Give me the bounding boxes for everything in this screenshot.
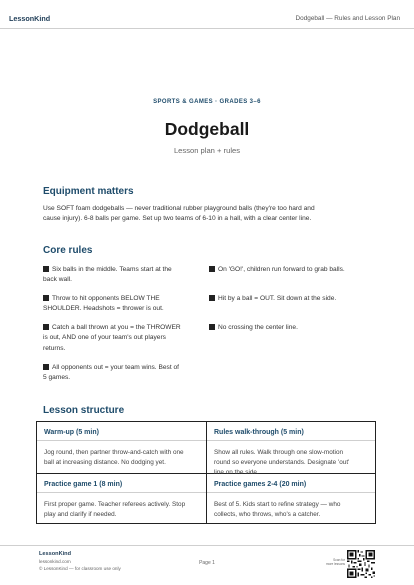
lesson-cell-line: collects, who throws, who's a catcher. [214,511,321,519]
footer-site-link[interactable]: lessonkind.com [39,559,71,564]
rule-text-line: Throw to hit opponents BELOW THE [52,295,160,302]
scan-label-line: Scan for [333,558,345,562]
cell-divider [37,492,206,493]
page-title: Dodgeball [164,119,250,139]
rule-text-line: No crossing the center line. [218,324,298,331]
rule-text-line: Six balls in the middle. Teams start at the [52,266,172,273]
rule-item [43,363,208,384]
lesson-cell-line: Best of 5. Kids start to refine strategy — who [214,501,341,508]
scan-label-line: more lessons [326,562,345,566]
equipment-text-line: cause injury). 6-8 balls per game. Set up two teams of 6-10 in a hall, with a clear center line. [43,215,312,223]
rule-item [209,294,379,304]
lesson-cell-line: play and clarify if needed. [44,511,117,519]
square-bullet-icon [209,324,215,330]
lesson-cell-body [214,500,368,520]
page-header [0,0,414,29]
square-bullet-icon [43,266,49,272]
lesson-cell-line: Jog round, then partner throw-and-catch with one [44,449,184,456]
lesson-cell-title: Warm-up (5 min) [44,429,99,436]
lesson-cell [207,422,375,477]
scan-label [323,558,345,566]
running-head: Dodgeball — Rules and Lesson Plan [295,15,400,22]
lesson-cell-line: First proper game. Teacher referees actively. Stop [44,501,186,508]
lesson-cell-line: line on the side. [214,469,259,477]
equipment-text-line: Use SOFT foam dodgeballs — never traditional rubber playground balls (they're too hard and [43,205,315,212]
lesson-cell-title: Practice game 1 (8 min) [44,481,123,488]
eyebrow-label: SPORTS & GAMES · GRADES 3–6 [153,99,261,105]
lesson-cell [37,422,206,473]
lesson-cell-body [44,500,199,520]
lesson-cell-title: Practice games 2-4 (20 min) [214,481,307,488]
square-bullet-icon [209,295,215,301]
rule-item [209,323,379,333]
square-bullet-icon [43,295,49,301]
footer-copyright: © LessonKind — for classroom use only [39,566,121,571]
section-heading-core-rules: Core rules [43,245,93,256]
square-bullet-icon [43,324,49,330]
square-bullet-icon [43,364,49,370]
lesson-cell-line: ball at increasing distance. No dodging yet. [44,459,166,467]
square-bullet-icon [209,266,215,272]
rule-text-line: Hit by a ball = OUT. Sit down at the side. [218,295,337,302]
lesson-cell [207,474,375,523]
rule-text-line: On 'GO!', children run forward to grab balls. [218,266,345,273]
rule-text-line: back wall. [43,276,72,284]
cell-divider [37,440,206,441]
lesson-cell-title: Rules walk-through (5 min) [214,429,304,436]
rule-item [43,265,205,286]
cell-divider [207,440,375,441]
section-heading-lesson-structure: Lesson structure [43,405,125,416]
rule-text-line: is out, AND one of your team's out players [43,334,166,342]
rule-item [43,323,208,354]
rule-item [209,265,379,275]
lesson-cell [37,474,206,523]
footer-divider [0,545,414,546]
footer-brand: LessonKind [39,551,72,557]
rule-text-line: All opponents out = your team wins. Best of [52,364,180,371]
lesson-cell-line: Show all rules. Walk through one slow-motion [214,449,344,456]
rule-text-line: 5 games. [43,374,71,382]
section-heading-equipment: Equipment matters [43,186,134,197]
lesson-cell-body [44,448,199,468]
rule-text-line: returns. [43,344,66,352]
rule-item [43,294,205,315]
qr-code-icon [347,550,375,578]
lesson-structure-table [36,421,376,524]
rule-text-line: Catch a ball thrown at you = the THROWER [52,324,181,331]
lesson-cell-line: round so everyone understands. Designate 'out' [214,459,350,467]
header-brand: LessonKind [9,14,51,23]
cell-divider [207,492,375,493]
page-number: Page 1 [199,560,215,566]
rule-text-line: SHOULDER. Headshots = thrower is out. [43,305,164,313]
equipment-text [43,204,369,225]
page-subtitle: Lesson plan + rules [173,146,241,155]
